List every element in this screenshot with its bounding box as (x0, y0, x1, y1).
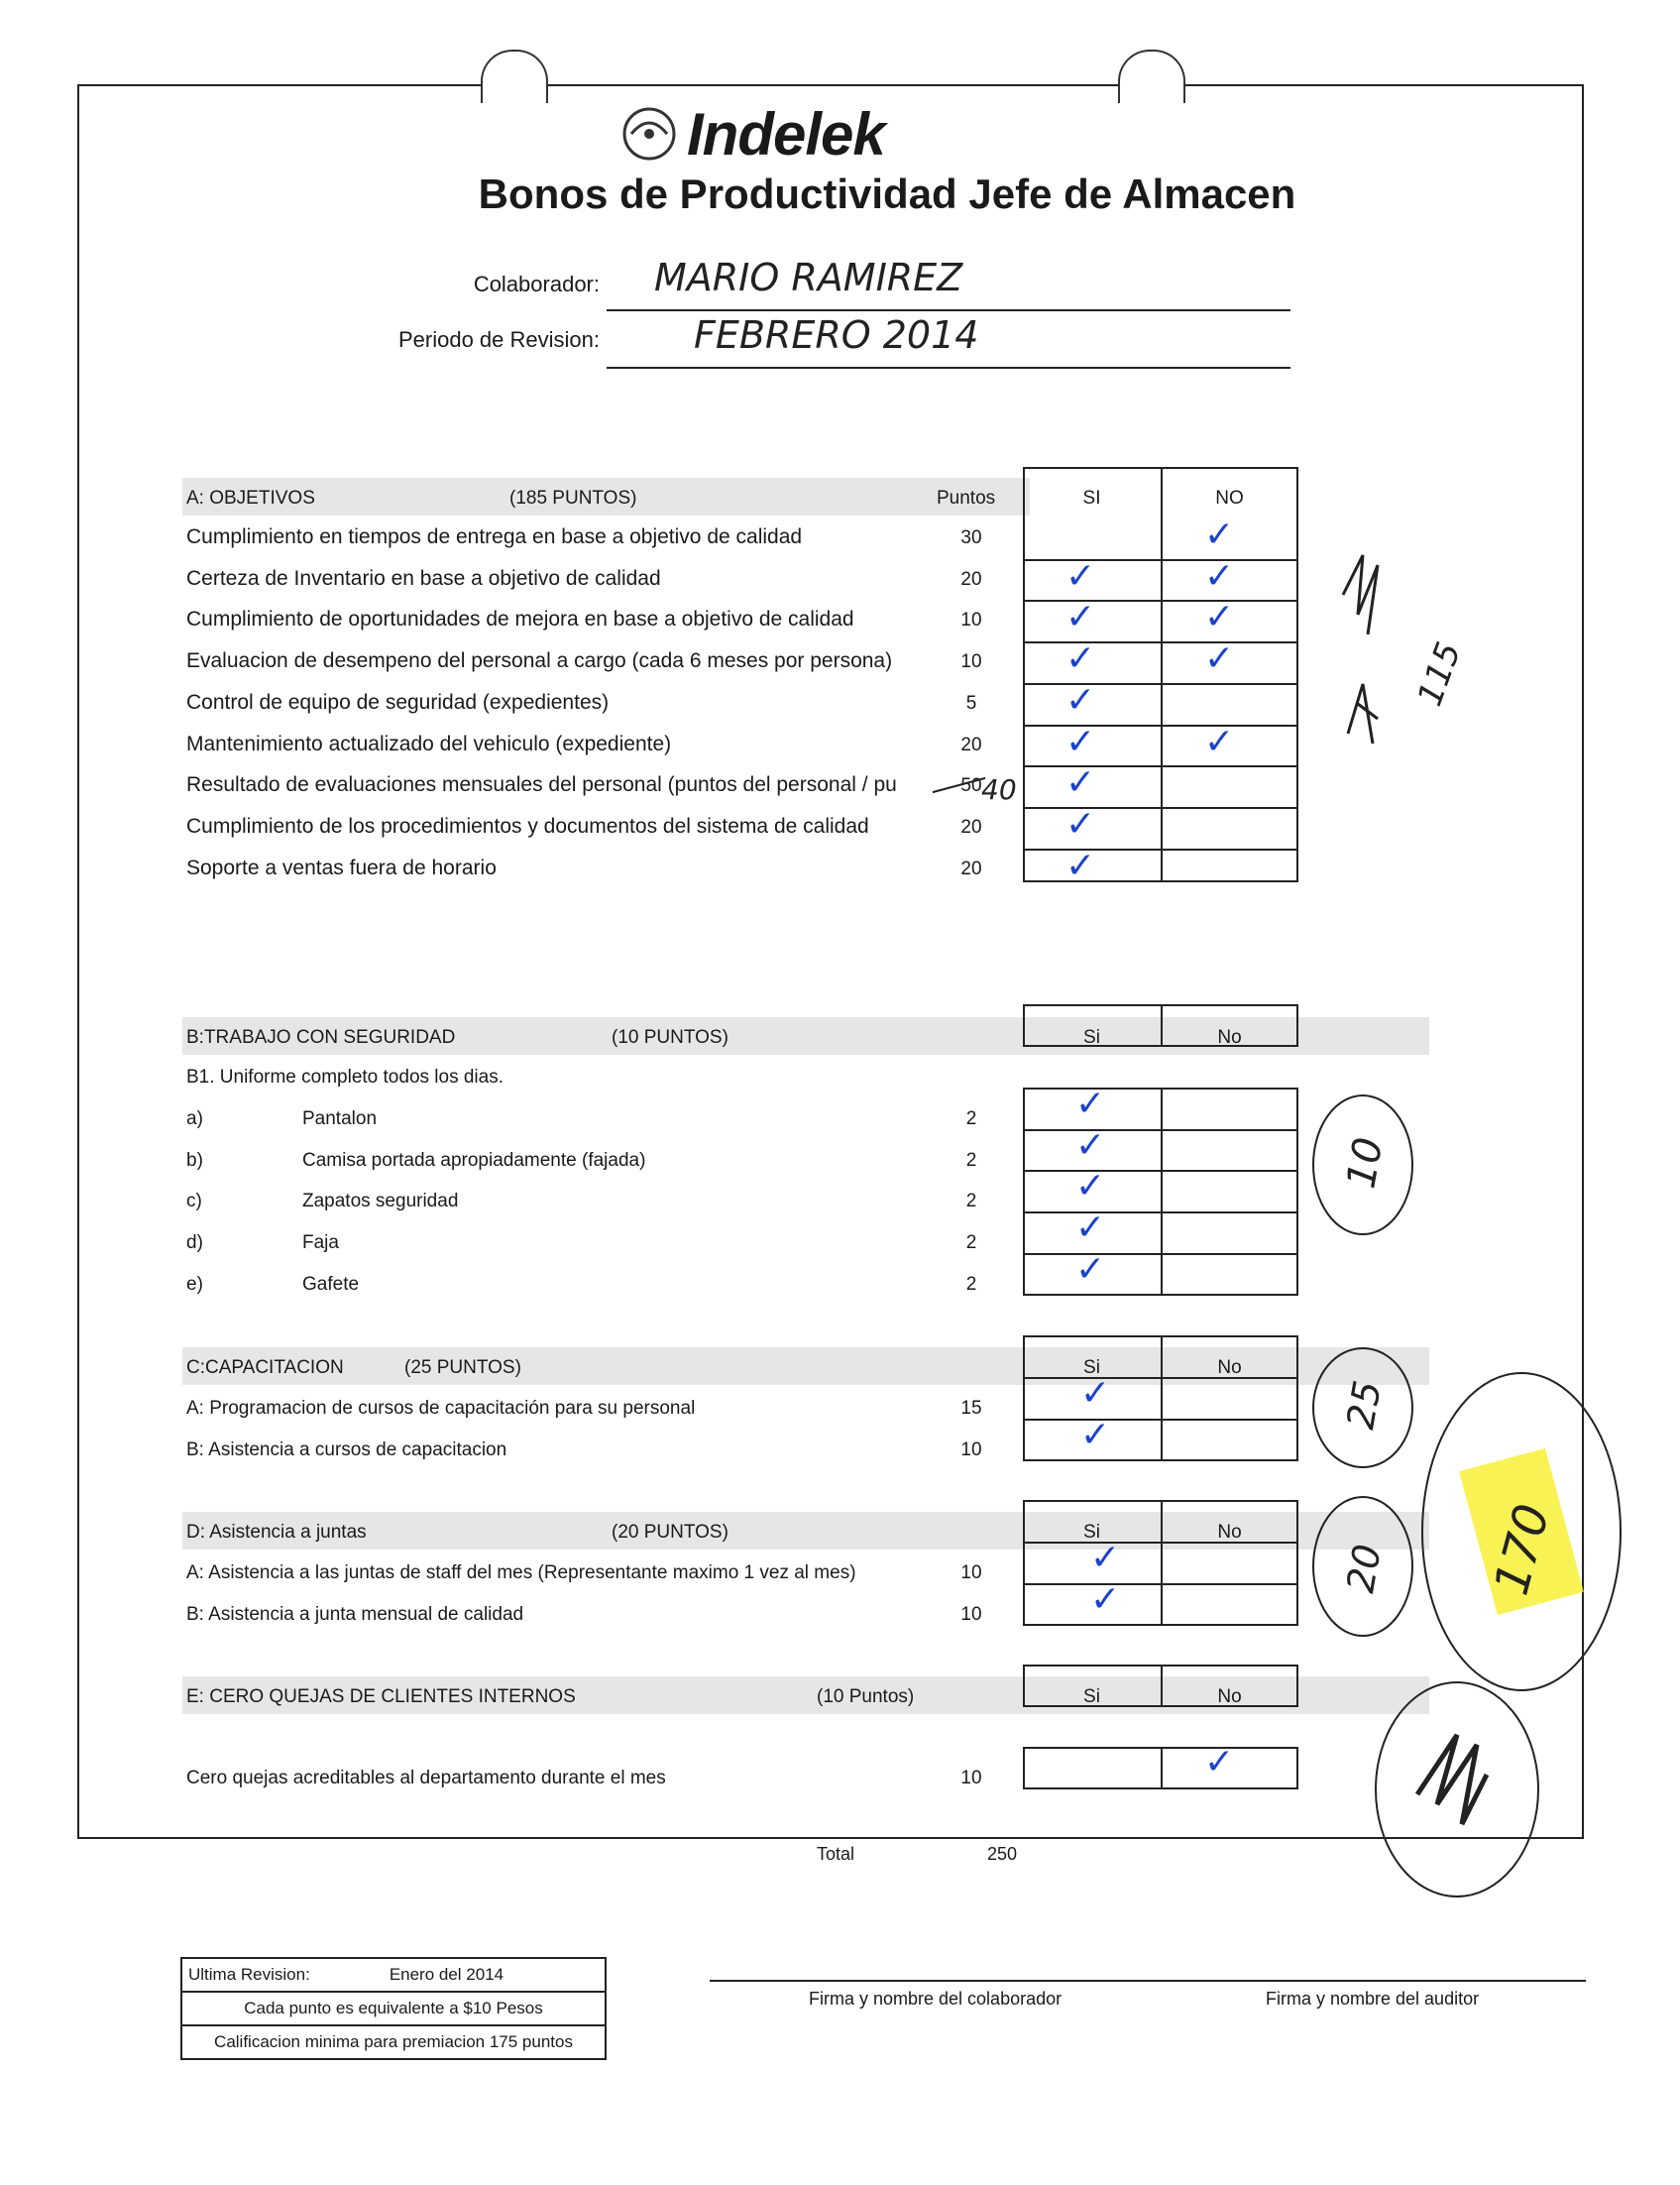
section-b-grid-divider (1161, 1088, 1163, 1296)
objective-row-text: Cumplimiento de los procedimientos y documentos del sistema de calidad (186, 814, 869, 838)
row-divider (1023, 1170, 1298, 1172)
section-a-grid-divider (1161, 467, 1163, 882)
meeting-row-points: 10 (960, 1603, 982, 1625)
checkmark-icon: ✓ (1065, 762, 1096, 804)
revision-info-table (180, 1957, 607, 2060)
collaborator-line (607, 309, 1290, 311)
si-column-header: SI (1082, 488, 1101, 509)
signature-auditor-label: Firma y nombre del auditor (1266, 1989, 1480, 2009)
handwritten-points-correction: 40 (981, 773, 1017, 806)
row-divider (1023, 1583, 1298, 1585)
uniform-row-text: Zapatos seguridad (302, 1191, 459, 1212)
checkmark-icon: ✓ (1075, 1166, 1106, 1208)
row-divider (1023, 559, 1298, 561)
checkmark-icon: ✓ (1204, 597, 1235, 638)
section-d-si-header: Si (1083, 1522, 1100, 1543)
section-a-score: 115 (1409, 636, 1470, 712)
section-e-title: E: CERO QUEJAS DE CLIENTES INTERNOS (186, 1686, 576, 1707)
section-c-si-header: Si (1083, 1357, 1100, 1378)
uniform-row-key: d) (186, 1232, 203, 1254)
minimum-note: Calificacion minima para premiacion 175 puntos (181, 2025, 606, 2059)
checkmark-icon: ✓ (1065, 555, 1096, 597)
row-divider (1023, 641, 1298, 643)
checkmark-icon: ✓ (1075, 1084, 1106, 1124)
row-divider (1023, 765, 1298, 767)
uniform-row-text: Pantalon (302, 1108, 378, 1129)
section-e-grid-divider (1161, 1747, 1163, 1789)
training-row-points: 15 (960, 1398, 982, 1419)
handwritten-total: 170 (1483, 1498, 1561, 1601)
total-label: Total (817, 1844, 855, 1864)
checkmark-icon: ✓ (1065, 638, 1096, 680)
section-b-no-header: No (1217, 1027, 1242, 1048)
objective-row-text: Resultado de evaluaciones mensuales del personal (puntos del personal / pu (186, 773, 897, 797)
section-d-points: (20 PUNTOS) (612, 1522, 728, 1543)
meeting-row-points: 10 (960, 1562, 982, 1583)
scribble-annotation-icon (1288, 535, 1546, 793)
checkmark-icon: ✓ (1204, 515, 1235, 555)
row-divider (1023, 683, 1298, 685)
section-b-points: (10 PUNTOS) (612, 1027, 728, 1048)
section-d-grid-divider (1161, 1500, 1163, 1626)
training-row-points: 10 (960, 1438, 982, 1460)
uniform-row-points: 2 (965, 1149, 977, 1171)
row-divider (1023, 1253, 1298, 1255)
period-line (607, 367, 1290, 369)
uniform-row-key: e) (186, 1273, 203, 1295)
uniform-row-key: b) (186, 1149, 203, 1171)
section-d-score: 20 (1338, 1541, 1391, 1596)
checkmark-icon: ✓ (1204, 638, 1235, 680)
total-value: 250 (987, 1844, 1018, 1864)
section-b-subtitle: B1. Uniforme completo todos los dias. (186, 1067, 504, 1088)
section-e-no-header: No (1217, 1686, 1242, 1707)
binder-hole-right (1118, 50, 1185, 103)
checkmark-icon: ✓ (1065, 597, 1096, 638)
section-c-points: (25 PUNTOS) (404, 1357, 521, 1378)
section-c-score: 25 (1338, 1377, 1391, 1433)
checkmark-icon: ✓ (1204, 1742, 1235, 1782)
page-title: Bonos de Productividad Jefe de Almacen (478, 171, 1296, 217)
objective-row-points: 20 (960, 858, 982, 879)
uniform-row-points: 2 (965, 1273, 977, 1295)
section-e-row-text: Cero quejas acreditables al departamento durante el mes (186, 1768, 666, 1788)
row-divider (1023, 1129, 1298, 1131)
objective-row-points: 10 (960, 651, 982, 673)
objective-row-points: 5 (965, 692, 977, 714)
checkmark-icon: ✓ (1065, 803, 1096, 845)
signature-line (710, 1980, 1586, 1982)
checkmark-icon: ✓ (1075, 1124, 1106, 1166)
section-e-si-header: Si (1083, 1686, 1100, 1707)
binder-hole-left (481, 50, 548, 103)
checkmark-icon: ✓ (1204, 555, 1235, 597)
checkmark-icon: ✓ (1204, 721, 1235, 762)
objective-row-points: 20 (960, 816, 982, 838)
objective-row-text: Soporte a ventas fuera de horario (186, 856, 497, 879)
equivalence-note: Cada punto es equivalente a $10 Pesos (181, 1992, 606, 2025)
objective-row-text: Mantenimiento actualizado del vehiculo (expediente) (186, 732, 672, 755)
section-b-score: 10 (1338, 1133, 1393, 1193)
revision-value: Enero del 2014 (389, 1965, 504, 1984)
objective-row-text: Control de equipo de seguridad (expedientes) (186, 690, 610, 714)
brand-logo (619, 99, 885, 169)
section-e-row-points: 10 (960, 1768, 982, 1788)
training-row-text: A: Programacion de cursos de capacitación para su personal (186, 1398, 696, 1419)
points-column-header: Puntos (937, 488, 996, 509)
meeting-row-text: B: Asistencia a junta mensual de calidad (186, 1603, 524, 1625)
checkmark-icon: ✓ (1065, 679, 1096, 721)
uniform-row-text: Camisa portada apropiadamente (fajada) (302, 1149, 646, 1171)
checkmark-icon: ✓ (1080, 1414, 1111, 1455)
uniform-row-points: 2 (965, 1191, 977, 1212)
objective-row-points: 10 (960, 610, 982, 632)
revision-label: Ultima Revision: (188, 1965, 310, 1984)
row-divider (1023, 600, 1298, 602)
checkmark-icon: ✓ (1075, 1208, 1106, 1249)
section-a-points: (185 PUNTOS) (509, 488, 637, 509)
uniform-row-key: a) (186, 1108, 203, 1129)
period-value: FEBRERO 2014 (694, 313, 979, 357)
uniform-row-text: Gafete (302, 1273, 360, 1295)
checkmark-icon: ✓ (1075, 1248, 1106, 1290)
uniform-row-text: Faja (302, 1232, 339, 1254)
section-b-title: B:TRABAJO CON SEGURIDAD (186, 1027, 456, 1048)
no-column-header: NO (1215, 488, 1244, 509)
objective-row-text: Evaluacion de desempeno del personal a cargo (cada 6 meses por persona) (186, 649, 893, 673)
checkmark-icon: ✓ (1080, 1373, 1111, 1414)
swirl-logo-icon (619, 104, 679, 164)
revision-row (181, 1958, 606, 1992)
uniform-row-key: c) (186, 1191, 202, 1212)
objective-row-text: Certeza de Inventario en base a objetivo de calidad (186, 566, 661, 590)
checkmark-icon: ✓ (1090, 1578, 1121, 1620)
section-d-title: D: Asistencia a juntas (186, 1522, 367, 1543)
training-row-text: B: Asistencia a cursos de capacitacion (186, 1438, 507, 1460)
collaborator-value: MARIO RAMIREZ (654, 256, 963, 299)
section-e-points: (10 Puntos) (817, 1686, 915, 1707)
signature-collaborator-label: Firma y nombre del colaborador (809, 1989, 1063, 2009)
checkmark-icon: ✓ (1065, 845, 1096, 886)
uniform-row-points: 2 (965, 1108, 977, 1129)
collaborator-label: Colaborador: (473, 272, 600, 296)
meeting-row-text: A: Asistencia a las juntas de staff del mes (Representante maximo 1 vez al mes) (186, 1562, 856, 1583)
row-divider (1023, 1377, 1298, 1379)
checkmark-icon: ✓ (1065, 721, 1096, 762)
row-divider (1023, 1211, 1298, 1213)
section-c-title: C:CAPACITACION (186, 1357, 344, 1378)
row-divider (1023, 1419, 1298, 1421)
row-divider (1023, 725, 1298, 727)
scribbled-circle-icon (1368, 1675, 1546, 1903)
section-a-title: A: OBJETIVOS (186, 488, 315, 509)
section-b-si-header: Si (1083, 1027, 1100, 1048)
brand-name: Indelek (687, 100, 885, 168)
objective-row-points: 50 (960, 775, 982, 797)
uniform-row-points: 2 (965, 1232, 977, 1254)
objective-row-points: 30 (960, 527, 982, 548)
objective-row-text: Cumplimiento en tiempos de entrega en base a objetivo de calidad (186, 525, 803, 548)
row-divider (1023, 807, 1298, 809)
row-divider (1023, 849, 1298, 851)
row-divider (1023, 1542, 1298, 1544)
period-label: Periodo de Revision: (397, 327, 600, 352)
objective-row-points: 20 (960, 568, 982, 590)
section-c-no-header: No (1217, 1357, 1242, 1378)
objective-row-points: 20 (960, 734, 982, 755)
objective-row-text: Cumplimiento de oportunidades de mejora en base a objetivo de calidad (186, 608, 854, 632)
section-d-no-header: No (1217, 1522, 1242, 1543)
section-c-grid-divider (1161, 1335, 1163, 1461)
checkmark-icon: ✓ (1090, 1538, 1121, 1578)
